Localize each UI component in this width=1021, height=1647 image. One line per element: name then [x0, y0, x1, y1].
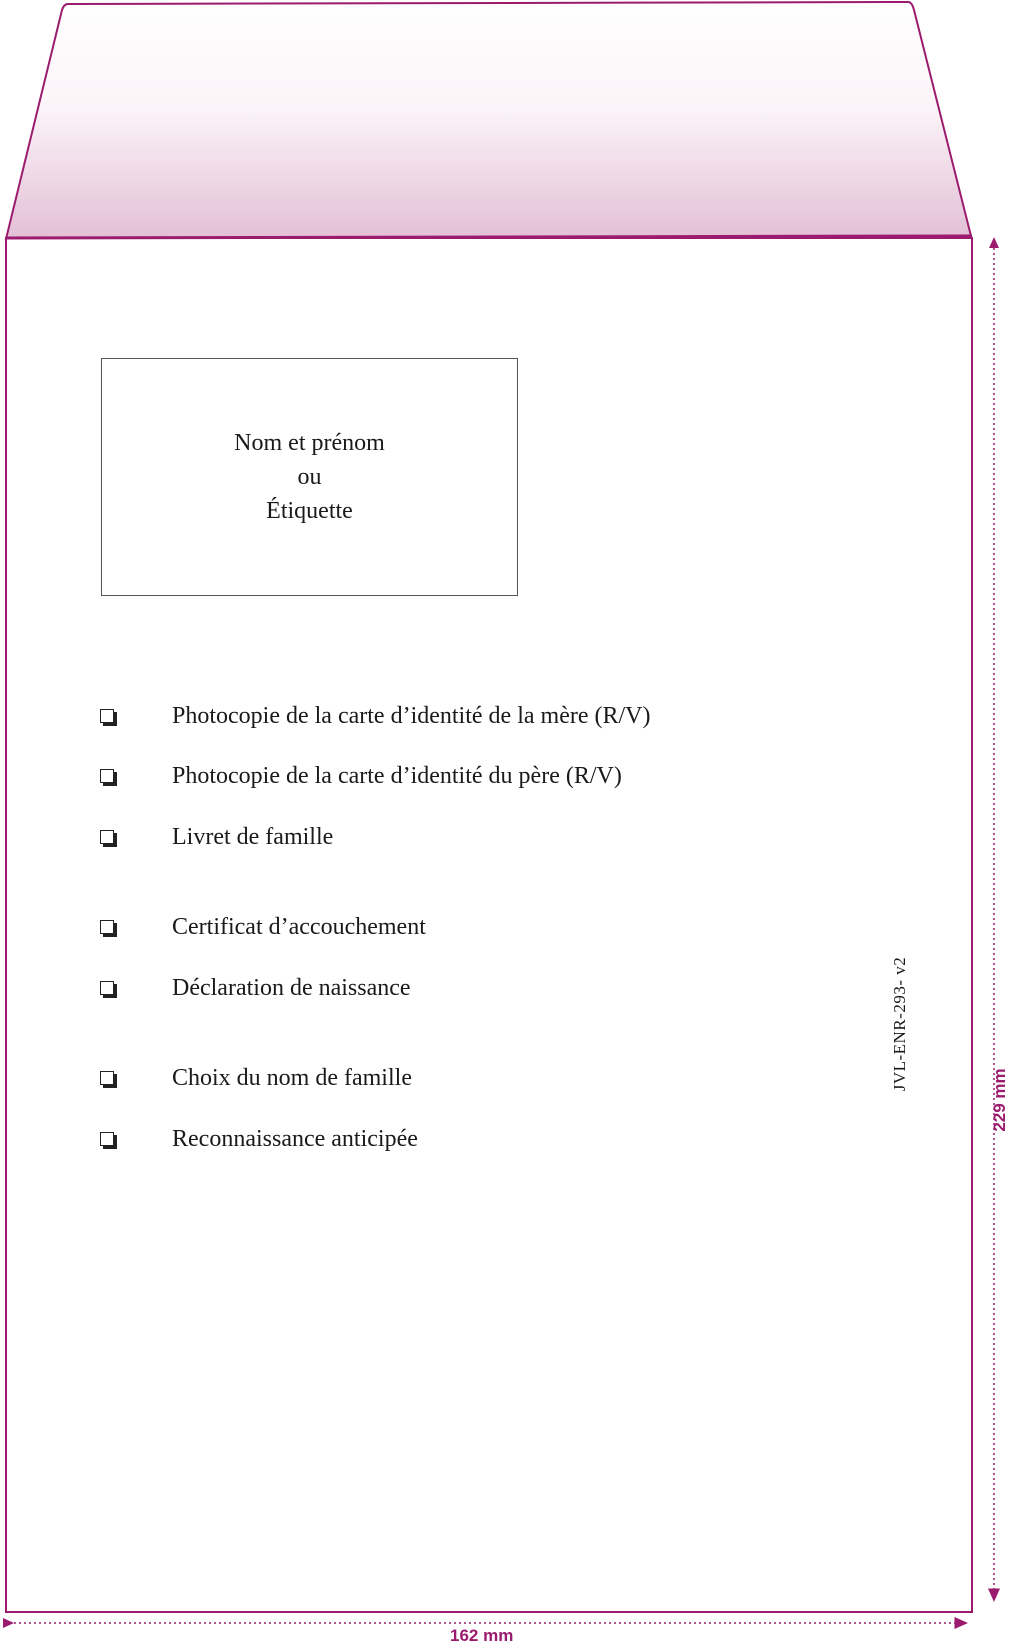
checklist-item	[100, 910, 426, 944]
checklist-item-label: Photocopie de la carte d’identité de la mère (R/V)	[172, 702, 651, 729]
checklist-item	[100, 1061, 412, 1095]
checkbox[interactable]	[100, 769, 114, 783]
checkbox[interactable]	[100, 981, 114, 995]
checklist-item-label: Reconnaissance anticipée	[172, 1125, 418, 1152]
checkbox[interactable]	[100, 1132, 114, 1146]
document-reference: JVL-ENR-293- v2	[890, 956, 909, 1092]
checklist-item-label: Déclaration de naissance	[172, 974, 411, 1001]
checklist-item-label: Photocopie de la carte d’identité du père (R/V)	[172, 762, 622, 789]
envelope-flap	[6, 2, 971, 239]
checklist-item-label: Certificat d’accouchement	[172, 913, 426, 940]
width-dimension-label: 162 mm	[450, 1626, 514, 1645]
address-line: ou	[297, 464, 322, 490]
checkbox[interactable]	[100, 920, 114, 934]
address-line: Étiquette	[266, 498, 353, 524]
height-dimension-label: 229 mm	[990, 1068, 1009, 1132]
checklist-item	[100, 699, 650, 733]
checkbox[interactable]	[100, 709, 114, 723]
checklist-item	[100, 820, 333, 854]
address-label-box	[101, 358, 518, 596]
checklist-item	[100, 759, 622, 793]
checklist-item-label: Livret de famille	[172, 823, 334, 850]
checkbox[interactable]	[100, 830, 114, 844]
checklist-item	[100, 1122, 418, 1156]
checklist-item-label: Choix du nom de famille	[172, 1064, 412, 1091]
checkbox[interactable]	[100, 1071, 114, 1085]
address-line: Nom et prénom	[234, 430, 385, 456]
checklist-item	[100, 971, 411, 1005]
